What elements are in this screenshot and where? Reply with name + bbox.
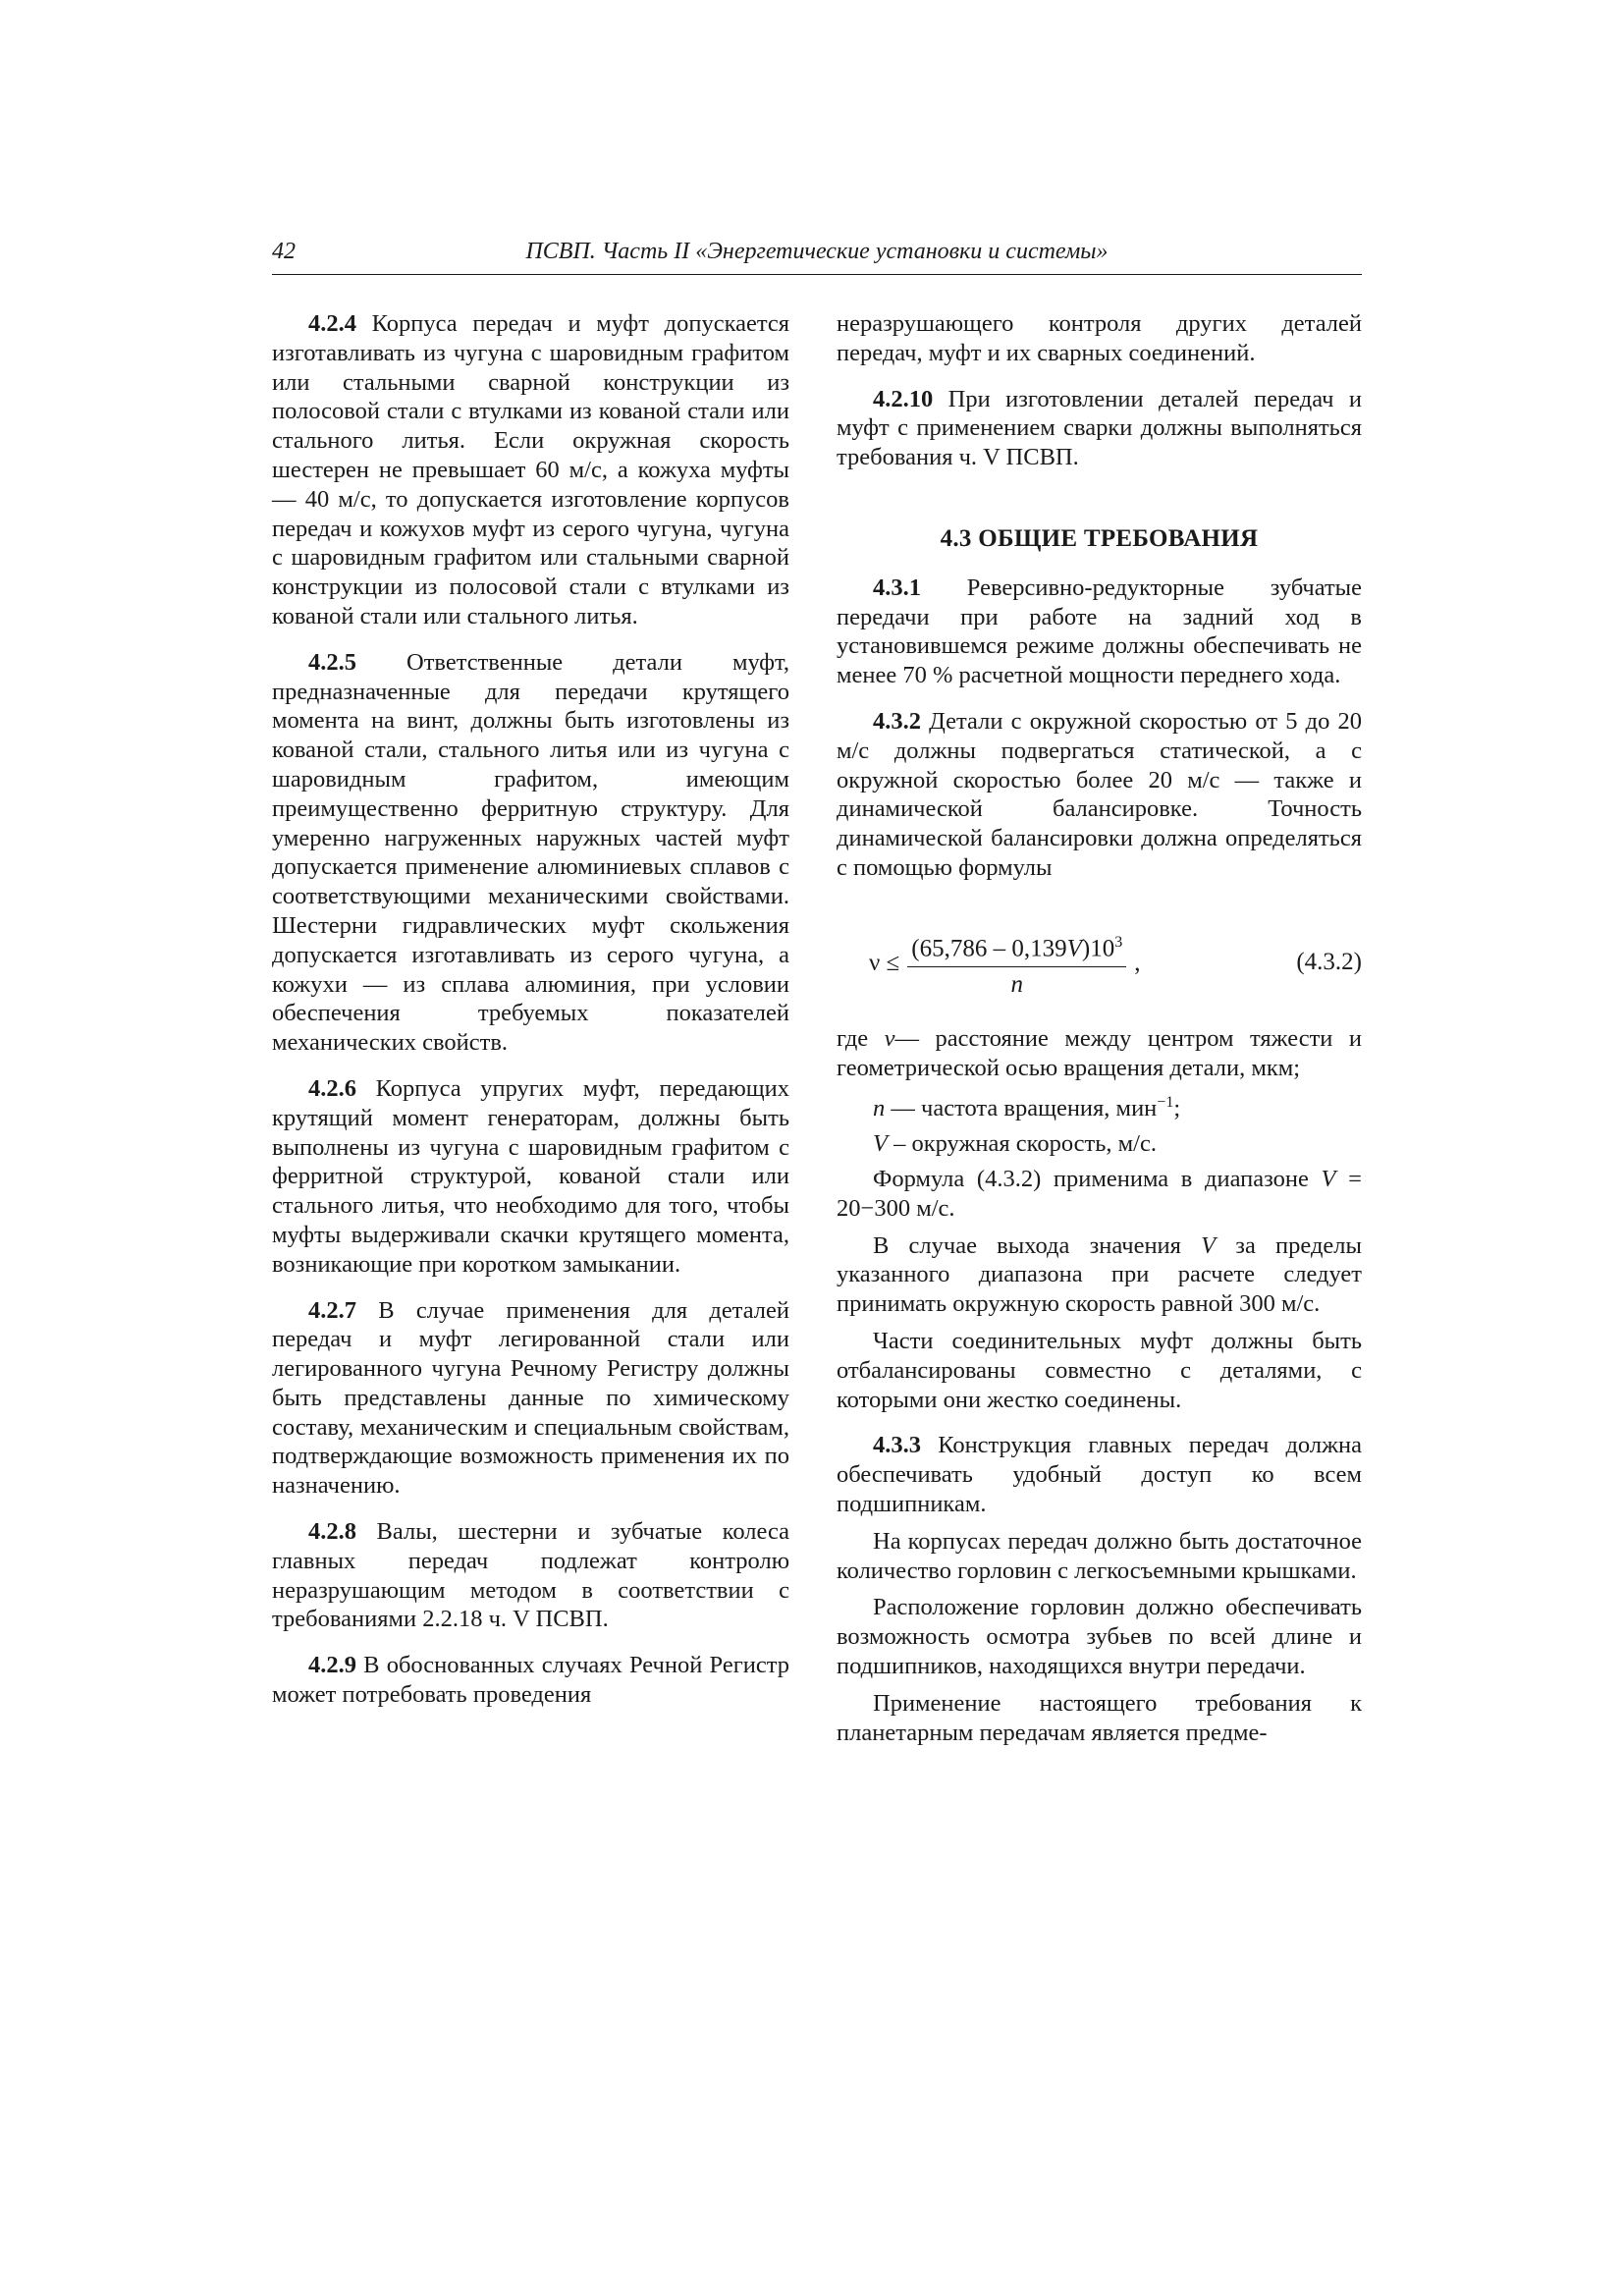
running-title: ПСВП. Часть II «Энергетические установки и системы» <box>525 239 1109 264</box>
formula-fraction <box>907 928 1126 1000</box>
clause-number: 4.2.9 <box>308 1652 356 1679</box>
continuation-paragraph: неразрушающего контроля других деталей передач, муфт и их сварных соединений. <box>837 310 1362 366</box>
clause-text: При изготовлении деталей передач и муфт с применением сварки должны выполняться требования ч. V ПСВП. <box>837 385 1362 471</box>
numerator-tail: )10 <box>1081 935 1115 962</box>
numerator-exponent: 3 <box>1114 933 1123 951</box>
clause-text: Конструкция главных передач должна обеспечивать удобный доступ ко всем подшипникам. <box>837 1432 1362 1518</box>
formula-numerator <box>907 928 1126 967</box>
clause-number: 4.2.10 <box>873 385 934 412</box>
paragraph-4-3-2 <box>837 707 1362 883</box>
formula-block <box>837 922 1362 1007</box>
hatches-paragraph: На корпусах передач должно быть достаточное количество горловин с легкосъемными крышками. <box>837 1527 1362 1584</box>
formula-lhs: ν ≤ <box>869 950 900 977</box>
section-heading: 4.3 ОБЩИЕ ТРЕБОВАНИЯ <box>940 524 1259 552</box>
formula-range-paragraph <box>837 1165 1362 1224</box>
def-n-variable: n <box>873 1095 886 1122</box>
balancing-formula <box>869 928 1140 1000</box>
coupling-balancing-paragraph: Части соединительных муфт должны быть отбалансированы совместно с деталями, с которыми они жестко соединены. <box>837 1328 1362 1413</box>
definition-v <box>837 1129 1362 1159</box>
paragraph-4-2-10 <box>837 385 1362 472</box>
clause-text: Валы, шестерни и зубчатые колеса главных передач подлежат контролю неразрушающим методом в соответствии с требованиями 2.2.18 ч. V ПСВП. <box>272 1518 789 1633</box>
hatch-location-paragraph: Расположение горловин должно обеспечивать возможность осмотра зубьев по всей длине и подшипников, находящихся внутри передачи. <box>837 1594 1362 1680</box>
clause-text: Корпуса упругих муфт, передающих крутящий момент генераторам, должны быть выполнены из чугуна с шаровидным графитом с ферритной структурой, кованой стали или стального литья, что необходимо для того, чтобы муфты выдерживали скачки крутящего момента, возникающие при коротком замыкании. <box>272 1074 789 1278</box>
clause-text: Ответственные детали муфт, предназначенные для передачи крутящего момента на винт, должны быть изготовлены из кованой стали, стального литья или из чугуна с шаровидным графитом, имеющим преимущественно ферритную структуру. Для умеренно нагруженных наружных частей муфт допускается применение алюминиевых сплавов с соответствующими механическими свойствами. Шестерни гидравлических муфт скольжения допускается изготавливать из серого чугуна, а кожухи — из сплава алюминия, при условии обеспечения требуемых показателей механических свойств. <box>272 648 789 1057</box>
formula-number: (4.3.2) <box>1296 948 1362 975</box>
paragraph-4-2-7 <box>272 1296 789 1502</box>
range-variable: V <box>1321 1166 1336 1193</box>
clause-text: Детали с окружной скоростью от 5 до 20 м/с должны подвергаться статической, а с окружной скоростью более 20 м/с — также и динамической балансировке. Точность динамической балансировки должна определяться с помощью формулы <box>837 707 1362 881</box>
planetary-paragraph: Применение настоящего требования к планетарным передачам является предме- <box>837 1689 1362 1746</box>
outside-range-paragraph <box>837 1231 1362 1319</box>
clause-text: В случае применения для деталей передач и муфт легированной стали или легированного чугуна Речному Регистру должны быть представлены данные по химическому составу, механическим и специальным свойствам, подтверждающие возможность применения их по назначению. <box>272 1296 789 1500</box>
where-definition <box>837 1024 1362 1083</box>
paragraph-4-2-5 <box>272 648 789 1058</box>
where-text: — расстояние между центром тяжести и геометрической осью вращения детали, мкм; <box>837 1024 1362 1081</box>
clause-number: 4.2.6 <box>308 1074 356 1102</box>
where-lead: где <box>837 1024 885 1052</box>
def-v-variable: V <box>873 1130 888 1158</box>
clause-number: 4.3.3 <box>873 1432 921 1459</box>
def-n-tail: ; <box>1173 1095 1181 1122</box>
paragraph-4-2-9 <box>272 1651 789 1710</box>
clause-text: Корпуса передач и муфт допускается изготавливать из чугуна с шаровидным графитом или стальными сварной конструкции из полосовой стали с втулками из кованой стали или стального литья. Если окружная скорость шестерен не превышает 60 м/с, а кожуха муфты — 40 м/с, то допускается изготовление корпусов передач и кожухов муфт из серого чугуна, чугуна с шаровидным графитом или стальными сварной конструкции из полосовой стали с втулками из кованой стали или стального литья. <box>272 310 789 629</box>
numerator-variable: V <box>1066 935 1082 962</box>
page-number: 42 <box>272 239 296 264</box>
paragraph-4-3-1 <box>837 574 1362 690</box>
numerator-text: (65,786 – 0,139 <box>911 935 1067 962</box>
clause-number: 4.2.4 <box>308 310 356 337</box>
outside-text: В случае выхода значения <box>873 1231 1202 1259</box>
def-v-text: – окружная скорость, м/с. <box>887 1130 1157 1158</box>
outside-variable: V <box>1201 1231 1217 1259</box>
clause-number: 4.2.7 <box>308 1296 356 1324</box>
paragraph-4-2-4 <box>272 309 789 631</box>
paragraph-4-3-3 <box>837 1431 1362 1518</box>
outside-tail: за пределы указанного диапазона при расчете следует принимать окружную скорость равной 300 м/с. <box>837 1231 1362 1318</box>
formula-denominator: n <box>1010 970 1023 998</box>
clause-number: 4.2.8 <box>308 1518 356 1546</box>
range-tail: = 20−300 м/с. <box>837 1166 1362 1222</box>
clause-number: 4.3.2 <box>873 707 921 735</box>
def-n-exponent: −1 <box>1157 1094 1174 1112</box>
left-column <box>272 309 789 1710</box>
def-n-text: — частота вращения, мин <box>885 1095 1158 1122</box>
formula-comma: , <box>1134 950 1141 977</box>
paragraph-4-2-8 <box>272 1517 789 1634</box>
definition-n <box>837 1088 1362 1123</box>
right-column <box>837 309 1362 1747</box>
clause-number: 4.3.1 <box>873 574 921 601</box>
clause-text: Реверсивно-редукторные зубчатые передачи при работе на задний ход в установившемся режиме должны обеспечивать не менее 70 % расчетной мощности переднего хода. <box>837 574 1362 689</box>
paragraph-4-2-6 <box>272 1074 789 1280</box>
clause-number: 4.2.5 <box>308 648 356 676</box>
clause-text: В обоснованных случаях Речной Регистр может потребовать проведения <box>272 1652 789 1709</box>
where-variable: v <box>884 1024 895 1052</box>
running-header <box>272 239 1362 275</box>
range-text: Формула (4.3.2) применима в диапазоне <box>873 1166 1322 1193</box>
